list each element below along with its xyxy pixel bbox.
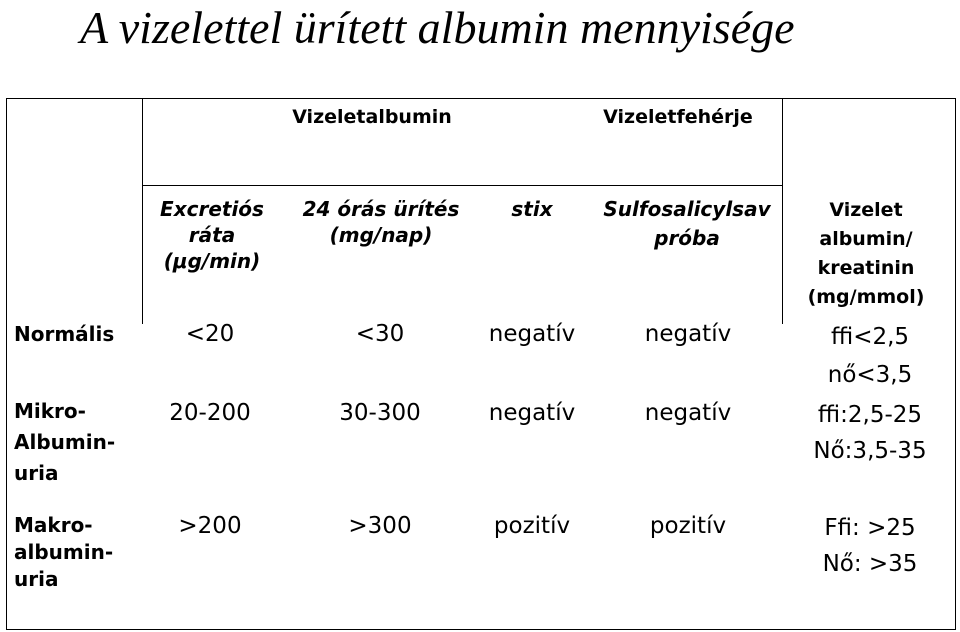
column-header-24h-excretion bbox=[296, 196, 466, 248]
row-label-line: uria bbox=[14, 567, 59, 591]
column-divider bbox=[142, 98, 143, 324]
table-cell: >300 bbox=[348, 513, 412, 539]
column-header-line: próba bbox=[654, 226, 720, 250]
row-label-normal bbox=[14, 320, 114, 348]
row-label-line: Makro- bbox=[14, 513, 93, 537]
row-label-line: uria bbox=[14, 461, 59, 485]
column-header-line: (mg/mmol) bbox=[807, 286, 925, 308]
row-label-microalbuminuria bbox=[14, 396, 115, 489]
row-label-line: Normális bbox=[14, 322, 115, 346]
column-header-line: 24 órás ürítés bbox=[302, 197, 460, 221]
table-cell: negatív bbox=[644, 321, 732, 347]
table-cell-ratio bbox=[790, 510, 950, 582]
column-header-line: Excretiós bbox=[160, 197, 264, 221]
column-header-stix bbox=[492, 196, 572, 222]
table-cell: 20-200 bbox=[169, 400, 251, 426]
column-header-line: Vizelet bbox=[829, 199, 903, 221]
table-cell: pozitív bbox=[493, 513, 571, 539]
column-header-albumin-creatinine bbox=[796, 196, 936, 312]
column-header-line: albumin/ bbox=[819, 228, 913, 250]
table-cell: negatív bbox=[488, 321, 576, 347]
row-label-macroalbuminuria bbox=[14, 512, 113, 593]
row-label-line: Mikro- bbox=[14, 399, 86, 423]
column-header-excretion-rate bbox=[152, 196, 272, 274]
ratio-line: nő<3,5 bbox=[827, 362, 913, 388]
column-header-line: ráta bbox=[188, 223, 236, 247]
column-header-line: Sulfosalicylsav bbox=[603, 197, 771, 221]
ratio-line: ffi:2,5-25 bbox=[817, 402, 923, 428]
row-label-line: Albumin- bbox=[14, 430, 116, 454]
page-title: A vizelettel ürített albumin mennyisége bbox=[80, 2, 795, 53]
column-header-line: kreatinin bbox=[817, 257, 915, 279]
table-cell: negatív bbox=[488, 400, 576, 426]
ratio-line: Nő:3,5-35 bbox=[813, 438, 927, 464]
table-cell: pozitív bbox=[649, 513, 727, 539]
table-cell: 30-300 bbox=[339, 400, 421, 426]
group-header-urine-albumin: Vizeletalbumin bbox=[292, 106, 452, 128]
header-divider bbox=[142, 185, 782, 186]
column-header-line: stix bbox=[511, 197, 553, 221]
table-cell: <20 bbox=[185, 321, 235, 347]
ratio-line: ffi<2,5 bbox=[830, 324, 910, 350]
ratio-line: Nő: >35 bbox=[822, 551, 918, 577]
ratio-line: Ffi: >25 bbox=[824, 515, 916, 541]
table-cell: negatív bbox=[644, 400, 732, 426]
table-cell-ratio bbox=[790, 318, 950, 394]
table-cell: <30 bbox=[355, 321, 405, 347]
row-label-line: albumin- bbox=[14, 540, 114, 564]
table-cell-ratio bbox=[790, 397, 950, 469]
column-header-line: (μg/min) bbox=[163, 249, 261, 273]
column-header-sulfosalicylic-test bbox=[596, 196, 778, 251]
table-cell: >200 bbox=[178, 513, 242, 539]
column-header-line: (mg/nap) bbox=[329, 223, 433, 247]
group-header-urine-protein: Vizeletfehérje bbox=[603, 106, 753, 128]
